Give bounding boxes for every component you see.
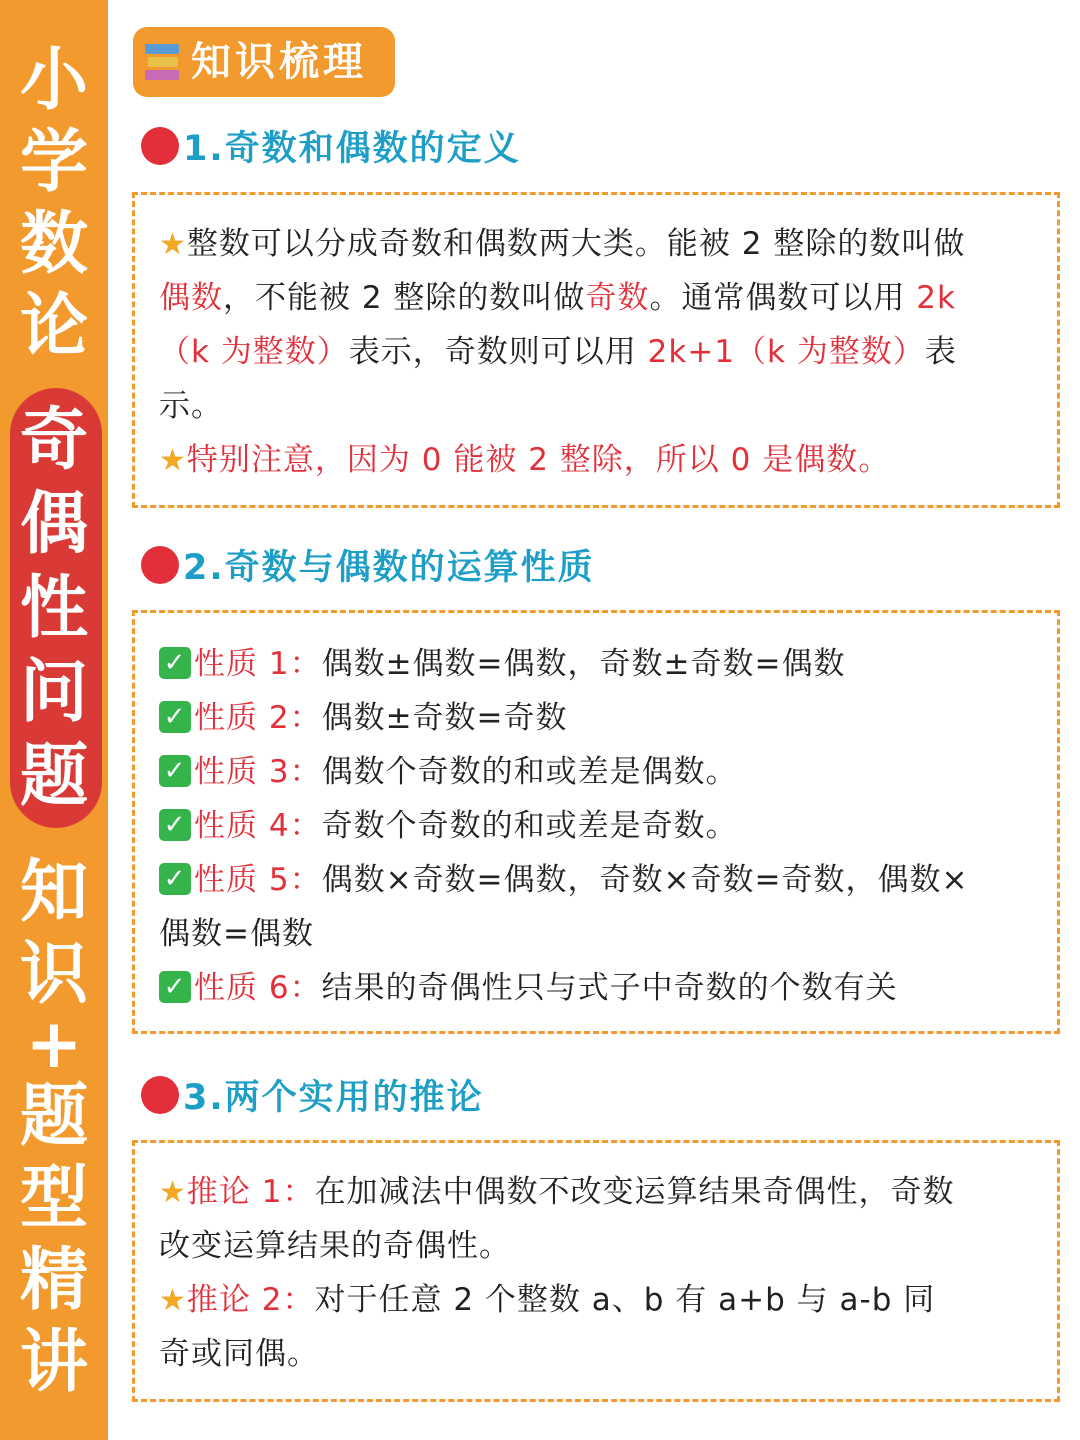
books-icon [145,44,181,82]
checkmark-icon: ✓ [159,809,191,841]
property-item [159,853,968,907]
property-label: 性质 5： [194,862,322,898]
sidebar-title-bar [0,0,108,1440]
corollary-text: 改变运算结果的奇偶性。 [159,1228,511,1264]
text: 表 [924,334,957,370]
property-item [159,745,738,799]
property-item [159,799,738,853]
checkmark-icon: ✓ [159,971,191,1003]
checkmark-icon: ✓ [159,755,191,787]
property-text: 偶数×奇数=偶数，奇数×奇数=奇数，偶数× [321,862,969,898]
sidebar-char: 偶 [19,485,88,564]
highlight-formula: 2k+1（k 为整数） [647,334,925,370]
sidebar-char: 精 [19,1241,88,1320]
corollary-text: 奇或同偶。 [159,1336,319,1372]
section-1-box [132,192,1060,508]
sidebar-char: 识 [19,935,88,1014]
sidebar-char: 数 [19,205,88,284]
sidebar-char: 型 [19,1159,88,1238]
section-title-text: 3.两个实用的推论 [183,1078,484,1118]
bullet-dot-icon [141,546,179,584]
text: 表示，奇数则可以用 [348,334,648,370]
sidebar-char: 小 [19,41,88,120]
property-text: 偶数±偶数=偶数，奇数±奇数=偶数 [321,646,846,682]
property-text: 偶数±奇数=奇数 [321,700,568,736]
section-title-text: 2.奇数与偶数的运算性质 [183,548,595,588]
highlight-odd: 奇数 [585,280,650,316]
sidebar-char: 论 [19,287,88,366]
sidebar-char: 学 [19,123,88,202]
corollary-label: 推论 2： [186,1282,315,1318]
highlight-formula: （k 为整数） [159,334,349,370]
sidebar-char: 知 [19,853,88,932]
text: ，不能被 2 整除的数叫做 [223,280,586,316]
property-text: 偶数个奇数的和或差是偶数。 [321,754,738,790]
checkmark-icon: ✓ [159,647,191,679]
bullet-dot-icon [141,1076,179,1114]
corollary-item [159,1165,954,1220]
text: 整数可以分成奇数和偶数两大类。能被 2 整除的数叫做 [186,226,966,262]
star-icon: ★ [159,1283,187,1318]
property-label: 性质 1： [194,646,322,682]
sidebar-char: + [25,1005,83,1084]
highlight-even: 偶数 [159,280,223,316]
checkmark-icon: ✓ [159,701,191,733]
sidebar-char: 讲 [19,1323,88,1402]
note-text: 特别注意，因为 0 能被 2 整除，所以 0 是偶数。 [186,442,891,478]
section-3-box [132,1140,1060,1402]
corollary-label: 推论 1： [186,1174,315,1210]
text-line [159,433,890,488]
property-text: 偶数=偶数 [159,916,314,952]
sidebar-char: 奇 [19,401,88,480]
sidebar-char: 题 [19,737,88,816]
star-icon: ★ [159,227,187,262]
star-icon: ★ [159,1175,187,1210]
corollary-item [159,1273,935,1328]
sidebar-char: 题 [19,1077,88,1156]
header-title: 知识梳理 [191,39,367,85]
corollary-text: 对于任意 2 个整数 a、b 有 a+b 与 a-b 同 [314,1282,936,1318]
text-line [159,271,956,325]
section-1-title [141,121,521,171]
sidebar-char: 问 [19,653,88,732]
property-label: 性质 4： [194,808,322,844]
header-badge [133,27,395,97]
bullet-dot-icon [141,127,179,165]
property-text: 结果的奇偶性只与式子中奇数的个数有关 [321,970,898,1006]
property-label: 性质 2： [194,700,322,736]
property-text: 奇数个奇数的和或差是奇数。 [321,808,738,844]
text-line [159,217,965,272]
property-item [159,691,568,745]
corollary-text: 在加减法中偶数不改变运算结果奇偶性，奇数 [314,1174,955,1210]
property-label: 性质 3： [194,754,322,790]
sidebar-char: 性 [19,569,88,648]
text-line [159,325,957,379]
text: 示。 [159,388,223,424]
section-3-title [141,1070,484,1120]
property-continuation [159,907,314,961]
text-line [159,379,223,433]
checkmark-icon: ✓ [159,863,191,895]
section-title-text: 1.奇数和偶数的定义 [183,129,521,169]
highlight-formula: 2k [916,280,956,316]
section-2-box [132,610,1060,1034]
star-icon: ★ [159,443,187,478]
text: 。通常偶数可以用 [649,280,917,316]
corollary-continuation [159,1327,319,1381]
corollary-continuation [159,1219,511,1273]
property-label: 性质 6： [194,970,322,1006]
property-item [159,961,898,1015]
section-2-title [141,540,595,590]
property-item [159,637,845,691]
